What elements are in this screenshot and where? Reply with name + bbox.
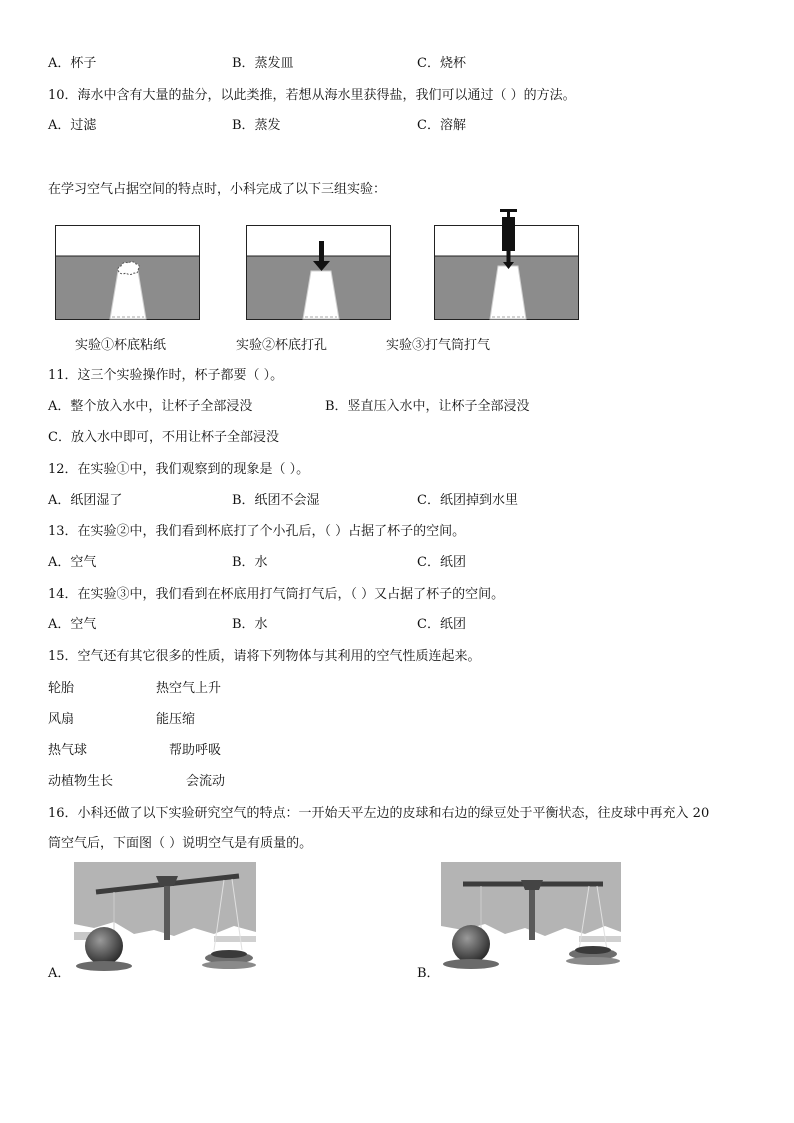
q14-option-c: C．纸团 [417,617,466,632]
q15-object-2: 风扇 [48,712,75,727]
experiment-intro: 在学习空气占据空间的特点时，小科完成了以下三组实验： [48,182,387,197]
experiment-3-figure [434,208,582,321]
q15-object-1: 轮胎 [48,681,75,696]
q12-question: 12．在实验①中，我们观察到的现象是（ ）。 [48,462,310,477]
q14-option-a: A．空气 [48,617,97,632]
experiment-2-figure [246,225,392,321]
q11-option-a: A．整个放入水中，让杯子全部浸没 [48,399,253,414]
q15-object-4: 动植物生长 [48,774,114,789]
q12-option-c: C．纸团掉到水里 [417,493,518,508]
balance-photo-a [74,862,256,974]
q16-option-b-label: B． [417,966,440,981]
experiment-1-figure [55,225,201,321]
q13-option-a: A．空气 [48,555,97,570]
q9-option-a: A．杯子 [48,56,97,71]
q16-question-line1: 16．小科还做了以下实验研究空气的特点：一开始天平左边的皮球和右边的绿豆处于平衡状态，往皮球中再充入 20 [48,806,710,821]
q14-option-b: B．水 [232,617,268,632]
q16-question-line2: 筒空气后，下面图（ ）说明空气是有质量的。 [48,836,313,851]
q9-option-c: C．烧杯 [417,56,466,71]
q10-option-c: C．溶解 [417,118,466,133]
q16-option-a-label: A． [48,966,71,981]
q11-option-c: C．放入水中即可，不用让杯子全部浸没 [48,430,279,445]
q11-question: 11．这三个实验操作时，杯子都要（ ）。 [48,368,284,383]
experiment-1-caption: 实验①杯底粘纸 [75,338,167,353]
q13-question: 13．在实验②中，我们看到杯底打了个小孔后，（ ）占据了杯子的空间。 [48,524,466,539]
q11-option-b: B．竖直压入水中，让杯子全部浸没 [325,399,530,414]
q9-option-b: B．蒸发皿 [232,56,294,71]
q14-question: 14．在实验③中，我们看到在杯底用打气筒打气后，（ ）又占据了杯子的空间。 [48,587,505,602]
experiment-2-caption: 实验②杯底打孔 [236,338,328,353]
q13-option-c: C．纸团 [417,555,466,570]
q15-object-3: 热气球 [48,743,88,758]
q15-property-4: 会流动 [186,774,226,789]
q10-question: 10．海水中含有大量的盐分，以此类推，若想从海水里获得盐，我们可以通过（ ）的方法。 [48,88,576,103]
q13-option-b: B．水 [232,555,268,570]
q15-question: 15．空气还有其它很多的性质，请将下列物体与其利用的空气性质连起来。 [48,649,481,664]
q15-property-2: 能压缩 [156,712,196,727]
q12-option-b: B．纸团不会湿 [232,493,320,508]
q10-option-b: B．蒸发 [232,118,281,133]
q15-property-3: 帮助呼吸 [169,743,222,758]
q15-property-1: 热空气上升 [156,681,222,696]
balance-photo-b [441,862,621,974]
q12-option-a: A．纸团湿了 [48,493,123,508]
experiment-3-caption: 实验③打气筒打气 [386,338,491,353]
q10-option-a: A．过滤 [48,118,97,133]
